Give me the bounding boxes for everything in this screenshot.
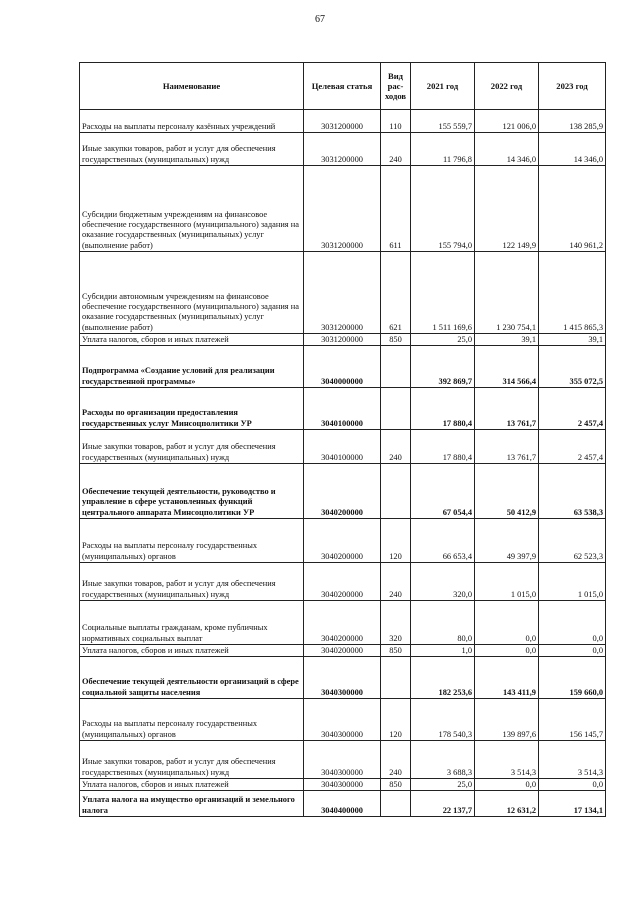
row-expense-type — [381, 791, 411, 817]
row-value-2021: 392 869,7 — [411, 346, 475, 388]
row-expense-type: 320 — [381, 601, 411, 645]
row-expense-type: 850 — [381, 334, 411, 346]
row-value-2021: 155 559,7 — [411, 110, 475, 133]
row-target-article: 3040200000 — [304, 563, 381, 601]
row-expense-type: 850 — [381, 645, 411, 657]
row-value-2022: 49 397,9 — [475, 519, 539, 563]
row-value-2022: 0,0 — [475, 779, 539, 791]
row-value-2021: 182 253,6 — [411, 657, 475, 699]
header-name: Наименование — [80, 63, 304, 110]
row-value-2021: 17 880,4 — [411, 388, 475, 430]
row-value-2021: 178 540,3 — [411, 699, 475, 741]
row-value-2023: 1 415 865,3 — [539, 252, 606, 334]
table-row — [80, 791, 606, 817]
row-value-2022: 121 006,0 — [475, 110, 539, 133]
table-row — [80, 430, 606, 464]
row-value-2021: 80,0 — [411, 601, 475, 645]
row-target-article: 3031200000 — [304, 334, 381, 346]
row-value-2023: 138 285,9 — [539, 110, 606, 133]
row-name: Уплата налога на имущество организаций и земельного налога — [80, 791, 304, 817]
row-value-2023: 0,0 — [539, 645, 606, 657]
row-value-2021: 22 137,7 — [411, 791, 475, 817]
table-body — [80, 110, 606, 817]
row-target-article: 3040100000 — [304, 430, 381, 464]
row-value-2022: 3 514,3 — [475, 741, 539, 779]
row-target-article: 3040200000 — [304, 464, 381, 519]
row-value-2021: 1 511 169,6 — [411, 252, 475, 334]
row-value-2021: 25,0 — [411, 779, 475, 791]
row-target-article: 3031200000 — [304, 166, 381, 252]
table-header-row — [80, 63, 606, 110]
row-target-article: 3031200000 — [304, 252, 381, 334]
row-name: Расходы по организации предоставления государственных услуг Минсоцполитики УР — [80, 388, 304, 430]
table-row — [80, 346, 606, 388]
row-value-2021: 66 653,4 — [411, 519, 475, 563]
row-value-2022: 13 761,7 — [475, 388, 539, 430]
row-expense-type: 120 — [381, 699, 411, 741]
row-name: Обеспечение текущей деятельности, руководство и управление в сфере установленных функций центрального аппарата Минсоцполитики УР — [80, 464, 304, 519]
row-name: Социальные выплаты гражданам, кроме публичных нормативных социальных выплат — [80, 601, 304, 645]
row-name: Иные закупки товаров, работ и услуг для обеспечения государственных (муниципальных) нужд — [80, 430, 304, 464]
table-row — [80, 657, 606, 699]
row-value-2022: 139 897,6 — [475, 699, 539, 741]
row-target-article: 3040300000 — [304, 779, 381, 791]
row-value-2023: 2 457,4 — [539, 388, 606, 430]
row-name: Иные закупки товаров, работ и услуг для обеспечения государственных (муниципальных) нужд — [80, 563, 304, 601]
row-value-2023: 17 134,1 — [539, 791, 606, 817]
row-name: Обеспечение текущей деятельности организаций в сфере социальной защиты населения — [80, 657, 304, 699]
row-value-2022: 1 015,0 — [475, 563, 539, 601]
header-2023: 2023 год — [539, 63, 606, 110]
row-value-2021: 25,0 — [411, 334, 475, 346]
table-row — [80, 110, 606, 133]
budget-table — [79, 62, 606, 817]
row-name: Иные закупки товаров, работ и услуг для обеспечения государственных (муниципальных) нужд — [80, 133, 304, 166]
table-row — [80, 563, 606, 601]
row-expense-type: 621 — [381, 252, 411, 334]
table-row — [80, 252, 606, 334]
row-expense-type: 240 — [381, 563, 411, 601]
row-value-2023: 3 514,3 — [539, 741, 606, 779]
header-expense-type: Вид рас-ходов — [381, 63, 411, 110]
row-value-2021: 17 880,4 — [411, 430, 475, 464]
row-target-article: 3031200000 — [304, 110, 381, 133]
row-expense-type: 120 — [381, 519, 411, 563]
row-value-2022: 50 412,9 — [475, 464, 539, 519]
row-name: Расходы на выплаты персоналу государственных (муниципальных) органов — [80, 699, 304, 741]
row-expense-type: 240 — [381, 741, 411, 779]
row-value-2021: 67 054,4 — [411, 464, 475, 519]
row-value-2023: 0,0 — [539, 601, 606, 645]
row-value-2023: 63 538,3 — [539, 464, 606, 519]
table-row — [80, 334, 606, 346]
table-row — [80, 519, 606, 563]
row-value-2021: 11 796,8 — [411, 133, 475, 166]
row-expense-type — [381, 346, 411, 388]
row-name: Уплата налогов, сборов и иных платежей — [80, 645, 304, 657]
row-target-article: 3040300000 — [304, 657, 381, 699]
row-name: Расходы на выплаты персоналу государственных (муниципальных) органов — [80, 519, 304, 563]
row-expense-type — [381, 657, 411, 699]
table-row — [80, 133, 606, 166]
header-2021: 2021 год — [411, 63, 475, 110]
row-target-article: 3040300000 — [304, 699, 381, 741]
row-target-article: 3040000000 — [304, 346, 381, 388]
row-value-2023: 140 961,2 — [539, 166, 606, 252]
row-value-2022: 12 631,2 — [475, 791, 539, 817]
row-value-2022: 13 761,7 — [475, 430, 539, 464]
table-row — [80, 601, 606, 645]
row-value-2023: 39,1 — [539, 334, 606, 346]
row-target-article: 3031200000 — [304, 133, 381, 166]
table-row — [80, 464, 606, 519]
row-name: Подпрограмма «Создание условий для реализации государственной программы» — [80, 346, 304, 388]
row-value-2021: 155 794,0 — [411, 166, 475, 252]
row-expense-type — [381, 464, 411, 519]
row-target-article: 3040200000 — [304, 645, 381, 657]
row-value-2023: 14 346,0 — [539, 133, 606, 166]
row-value-2022: 39,1 — [475, 334, 539, 346]
row-value-2023: 1 015,0 — [539, 563, 606, 601]
row-value-2023: 2 457,4 — [539, 430, 606, 464]
row-target-article: 3040100000 — [304, 388, 381, 430]
row-expense-type — [381, 388, 411, 430]
row-value-2022: 0,0 — [475, 601, 539, 645]
row-target-article: 3040200000 — [304, 601, 381, 645]
page-number: 67 — [315, 14, 325, 25]
row-expense-type: 240 — [381, 133, 411, 166]
table-row — [80, 645, 606, 657]
table-row — [80, 741, 606, 779]
table-row — [80, 166, 606, 252]
row-target-article: 3040200000 — [304, 519, 381, 563]
row-value-2022: 314 566,4 — [475, 346, 539, 388]
row-name: Субсидии бюджетным учреждениям на финансовое обеспечение государственного (муниципального) задания на оказание государственных (муниципальных) услуг (выполнение работ) — [80, 166, 304, 252]
header-target-article: Целевая статья — [304, 63, 381, 110]
row-name: Уплата налогов, сборов и иных платежей — [80, 334, 304, 346]
table-row — [80, 779, 606, 791]
table-row — [80, 388, 606, 430]
row-name: Расходы на выплаты персоналу казённых учреждений — [80, 110, 304, 133]
row-name: Уплата налогов, сборов и иных платежей — [80, 779, 304, 791]
header-2022: 2022 год — [475, 63, 539, 110]
row-value-2022: 143 411,9 — [475, 657, 539, 699]
row-expense-type: 850 — [381, 779, 411, 791]
row-expense-type: 110 — [381, 110, 411, 133]
row-value-2023: 159 660,0 — [539, 657, 606, 699]
row-value-2022: 122 149,9 — [475, 166, 539, 252]
row-value-2021: 3 688,3 — [411, 741, 475, 779]
table-row — [80, 699, 606, 741]
row-value-2021: 1,0 — [411, 645, 475, 657]
row-target-article: 3040400000 — [304, 791, 381, 817]
row-value-2022: 1 230 754,1 — [475, 252, 539, 334]
row-value-2023: 355 072,5 — [539, 346, 606, 388]
row-expense-type: 611 — [381, 166, 411, 252]
row-name: Иные закупки товаров, работ и услуг для обеспечения государственных (муниципальных) нужд — [80, 741, 304, 779]
row-expense-type: 240 — [381, 430, 411, 464]
row-value-2023: 62 523,3 — [539, 519, 606, 563]
row-value-2023: 156 145,7 — [539, 699, 606, 741]
row-target-article: 3040300000 — [304, 741, 381, 779]
row-value-2022: 14 346,0 — [475, 133, 539, 166]
row-value-2021: 320,0 — [411, 563, 475, 601]
row-value-2023: 0,0 — [539, 779, 606, 791]
row-name: Субсидии автономным учреждениям на финансовое обеспечение государственного (муниципального) задания на оказание государственных (муниципальных) услуг (выполнение работ) — [80, 252, 304, 334]
row-value-2022: 0,0 — [475, 645, 539, 657]
